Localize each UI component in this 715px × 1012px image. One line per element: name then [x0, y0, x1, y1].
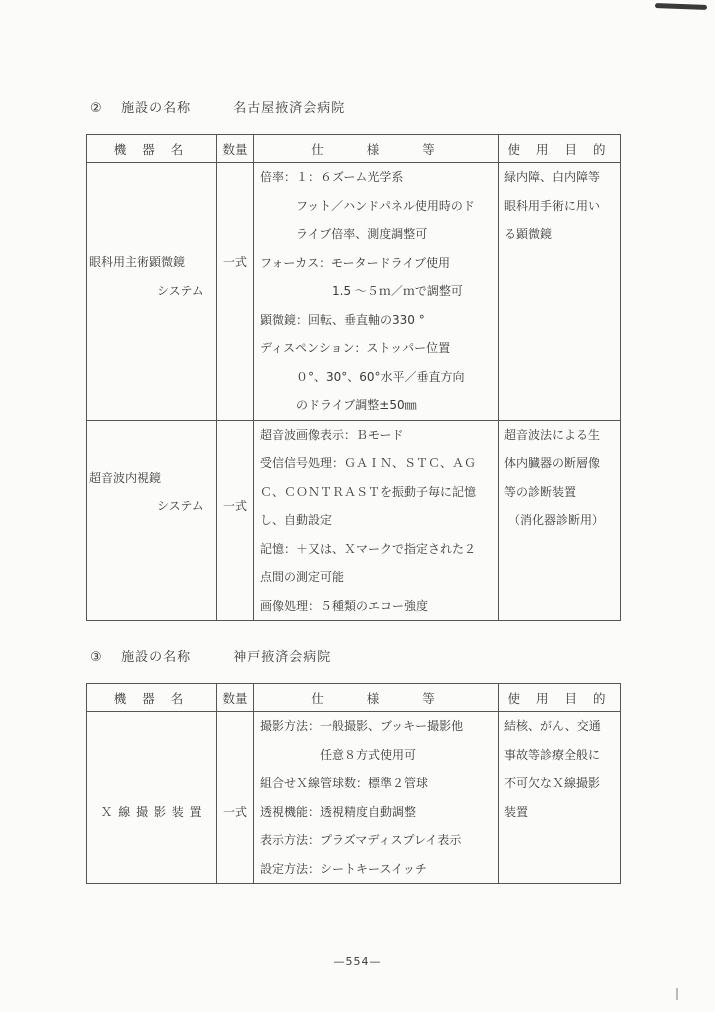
section-2-heading — [90, 97, 345, 116]
section-3-label: 施設の名称 — [121, 650, 192, 665]
purpose-line: 等の診断装置 — [504, 484, 577, 499]
section-2-facility-name: 名古屋掖済会病院 — [233, 101, 346, 116]
purpose-line: 装置 — [504, 804, 529, 819]
header-equipment-name: 機 器 名 — [87, 684, 217, 712]
spec-line: 透視機能：透視精度自動調整 — [260, 804, 417, 819]
scan-artifact — [676, 988, 678, 1000]
header-equipment-name: 機 器 名 — [87, 135, 217, 163]
purpose-line: （消化器診断用） — [508, 513, 605, 527]
spec-line: フット／ハンドパネル使用時のド — [260, 198, 475, 213]
purpose-line: る顕微鏡 — [504, 227, 553, 241]
table-3-header-row — [87, 684, 621, 712]
page-number: —554— — [333, 955, 382, 968]
quantity-value: 一式 — [222, 255, 247, 269]
spec-line: し、自動設定 — [260, 513, 333, 527]
spec-line: ライブ倍率、測度調整可 — [260, 227, 428, 241]
equipment-name-line: 超音波内視鏡 — [89, 470, 162, 485]
purpose-line: 超音波法による生 — [504, 427, 601, 442]
specification-cell — [254, 712, 499, 884]
spec-line: 受信信号処理：ＧＡＩＮ、ＳＴＣ、ＡＧ — [260, 456, 477, 470]
spec-line: 点間の測定可能 — [260, 570, 345, 584]
purpose-cell — [499, 163, 621, 421]
equipment-name-cell — [87, 163, 217, 421]
section-2-label: 施設の名称 — [121, 101, 192, 116]
equipment-name-line: 眼科用主術顕微鏡 — [89, 255, 186, 269]
equipment-name-cell — [87, 712, 217, 884]
equipment-name-line: システム — [157, 283, 204, 298]
equipment-table-2 — [86, 134, 621, 621]
quantity-cell — [217, 163, 254, 421]
spec-line: 超音波画像表示：Ｂモード — [260, 427, 404, 442]
spec-line: 顕微鏡：回転、垂直軸の330 ° — [260, 312, 425, 327]
quantity-value: 一式 — [222, 805, 247, 819]
purpose-cell — [499, 712, 621, 884]
equipment-table-3 — [86, 683, 621, 884]
purpose-line: 眼科用手術に用い — [504, 198, 601, 213]
equipment-name-cell — [87, 420, 217, 621]
table-2-header-row — [87, 135, 621, 163]
specification-cell — [254, 420, 499, 621]
spec-line: 1.5 〜５ｍ／ｍで調整可 — [260, 284, 463, 298]
purpose-line: 事故等診療全般に — [504, 747, 601, 762]
purpose-line: 体内臓器の断層像 — [504, 456, 601, 470]
spec-line: 設定方法：シートキースイッチ — [260, 861, 427, 876]
spec-line: 任意８方式使用可 — [260, 747, 417, 762]
section-2-number: ② — [90, 101, 103, 116]
header-purpose: 使 用 目 的 — [499, 135, 621, 163]
table-row — [87, 420, 621, 621]
header-specification: 仕 様 等 — [254, 135, 499, 163]
table-row — [87, 712, 621, 884]
spec-line: 撮影方法：一般撮影、ブッキー撮影他 — [260, 719, 464, 733]
quantity-cell — [217, 712, 254, 884]
spec-line: ０°、30°、60°水平／垂直方向 — [260, 369, 465, 384]
purpose-line: 結核、がん、交通 — [504, 719, 601, 733]
spec-line: 組合せＸ線管球数：標準２管球 — [260, 776, 429, 790]
purpose-line: 不可欠なＸ線撮影 — [504, 776, 601, 790]
quantity-cell — [217, 420, 254, 621]
spec-line: Ｃ、ＣＯＮＴＲＡＳＴを振動子毎に記憶 — [260, 484, 477, 499]
section-3-heading — [90, 646, 331, 665]
section-3-number: ③ — [90, 650, 103, 665]
table-row — [87, 163, 621, 421]
equipment-name-line: Ｘ 線 撮 影 装 置 — [100, 805, 203, 819]
section-3-facility-name: 神戸掖済会病院 — [233, 650, 332, 665]
corner-mark — [655, 3, 707, 10]
equipment-name-line: システム — [157, 499, 204, 513]
header-purpose: 使 用 目 的 — [499, 684, 621, 712]
spec-line: 記憶：＋又は、Ｘマークで指定された２ — [260, 541, 477, 556]
header-specification: 仕 様 等 — [254, 684, 499, 712]
spec-line: 倍率：１：６ズーム光学系 — [260, 170, 404, 184]
spec-line: フォーカス：モータードライブ使用 — [260, 255, 450, 270]
header-quantity: 数量 — [217, 684, 254, 712]
header-quantity: 数量 — [217, 135, 254, 163]
purpose-line: 緑内障、白内障等 — [504, 170, 601, 184]
spec-line: 表示方法：プラズマディスプレイ表示 — [260, 833, 462, 847]
spec-line: ディスペンション：ストッパー位置 — [260, 341, 451, 355]
purpose-cell — [499, 420, 621, 621]
spec-line: 画像処理：５種類のエコー強度 — [260, 598, 429, 613]
spec-line: のドライブ調整±50㎜ — [260, 398, 417, 412]
specification-cell — [254, 163, 499, 421]
quantity-value: 一式 — [222, 498, 247, 513]
